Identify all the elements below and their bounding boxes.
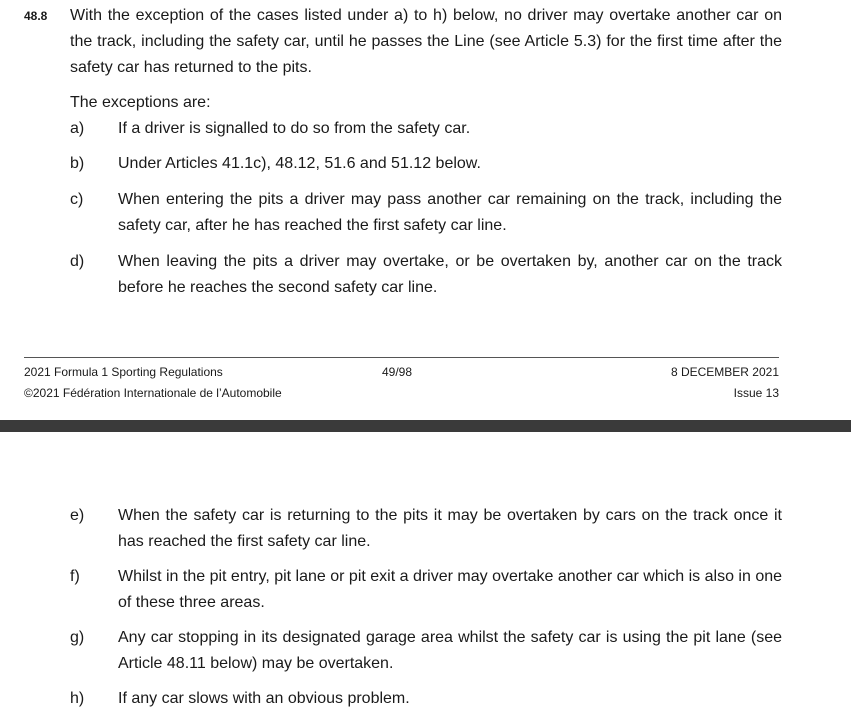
list-item-text: Any car stopping in its designated garage area whilst the safety car is using the pit lane (see Article 48.11 below) may be overtaken.	[118, 629, 782, 672]
article-intro-paragraph: With the exception of the cases listed under a) to h) below, no driver may overtake another car on the track, including the safety car, until he passes the Line (see Article 5.3) for the first time after the safety car has returned to the pits.	[70, 7, 782, 76]
list-item	[70, 151, 782, 177]
article-number: 48.8	[24, 9, 48, 23]
list-item	[70, 686, 782, 712]
list-item-text: When entering the pits a driver may pass another car remaining on the track, including the safety car, after he has reached the first safety car line.	[118, 191, 782, 234]
list-item-label: c)	[70, 191, 84, 208]
footer-divider	[24, 357, 779, 358]
list-item-label: f)	[70, 568, 80, 585]
footer-right	[671, 362, 779, 404]
footer-copyright: ©2021 Fédération Internationale de l’Automobile	[24, 386, 282, 400]
list-item-text: Under Articles 41.1c), 48.12, 51.6 and 51.12 below.	[118, 155, 481, 172]
list-item-label: a)	[70, 120, 85, 137]
list-item	[70, 187, 782, 239]
document-page-bottom	[0, 432, 851, 723]
list-item-label: e)	[70, 507, 85, 524]
footer-left	[24, 362, 282, 404]
list-item-label: g)	[70, 629, 85, 646]
list-item	[70, 249, 782, 301]
list-item-text: Whilst in the pit entry, pit lane or pit exit a driver may overtake another car which is also in one of these three areas.	[118, 568, 783, 611]
list-item-text: If any car slows with an obvious problem.	[118, 690, 410, 707]
list-item-text: When the safety car is returning to the pits it may be overtaken by cars on the track once it has reached the first safety car line.	[118, 507, 782, 550]
footer-date: 8 DECEMBER 2021	[670, 365, 779, 379]
footer-document-title: 2021 Formula 1 Sporting Regulations	[24, 365, 223, 379]
list-item-label: b)	[70, 155, 85, 172]
list-item-label: d)	[70, 253, 85, 270]
list-item	[70, 116, 782, 142]
page-break-separator	[0, 420, 851, 432]
list-item-text: When leaving the pits a driver may overtake, or be overtaken by, another car on the track before he reaches the second safety car line.	[118, 253, 782, 296]
list-item	[70, 564, 782, 616]
list-item	[70, 503, 782, 555]
exceptions-heading: The exceptions are:	[70, 94, 211, 111]
list-item-text: If a driver is signalled to do so from the safety car.	[118, 120, 471, 137]
footer-issue: Issue 13	[733, 386, 779, 400]
footer-page-number: 49/98	[382, 365, 413, 379]
list-item-label: h)	[70, 690, 85, 707]
list-item	[70, 625, 782, 677]
